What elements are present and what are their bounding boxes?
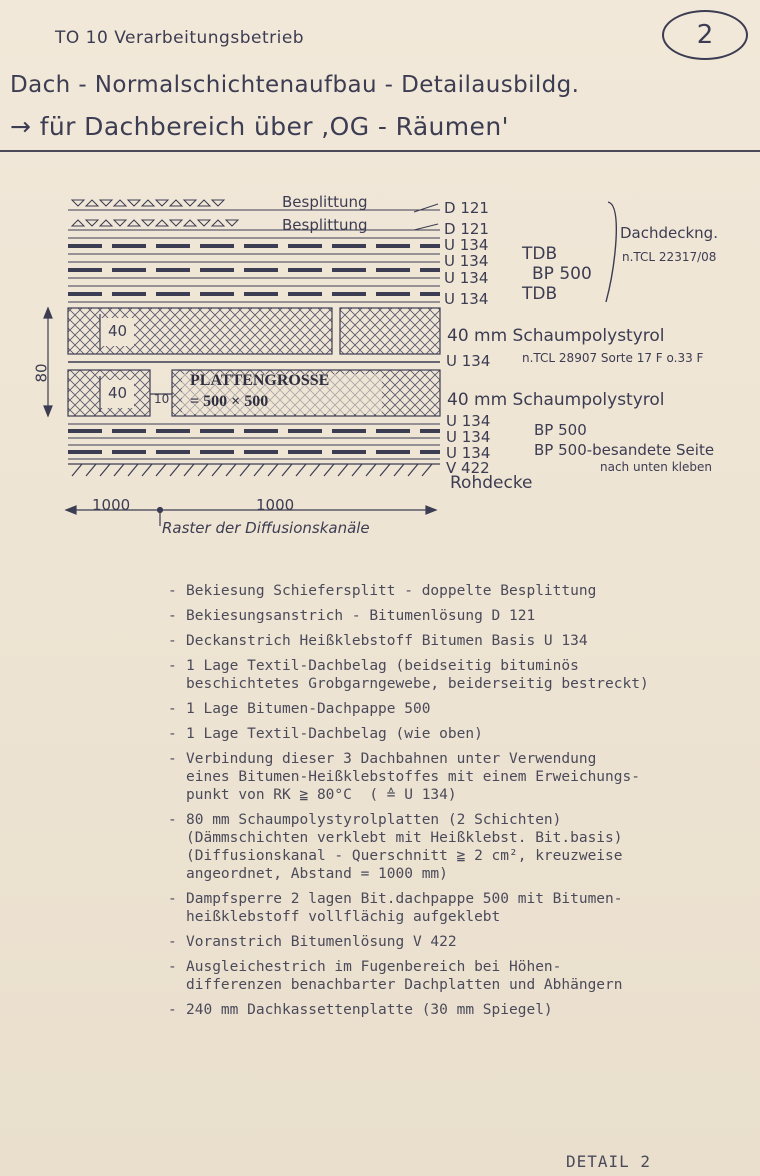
- gravel-label-1: Besplittung: [282, 193, 368, 211]
- code-label-8: U 134: [446, 428, 491, 446]
- insulation-norm-label: n.TCL 28907 Sorte 17 F o.33 F: [522, 351, 704, 365]
- list-item: - 80 mm Schaumpolystyrolplatten (2 Schichten) (Dämmschichten verklebt mit Heißklebst. Bit.basis) (Diffusionskanal - Querschnitt ≧ 2 cm², kreuzweise angeordnet, Abstand = 1000 mm): [168, 811, 748, 883]
- roofing-label: Dachdeckng.: [620, 224, 718, 242]
- list-item: - Dampfsperre 2 lagen Bit.dachpappe 500 mit Bitumen- heißklebstoff vollflächig aufgeklebt: [168, 890, 748, 926]
- page-number: 2: [696, 20, 714, 50]
- document-reference: TO 10 Verarbeitungsbetrieb: [55, 28, 305, 48]
- list-item: - Voranstrich Bitumenlösung V 422: [168, 933, 748, 951]
- thickness-label: 80: [32, 363, 51, 383]
- vapor-barrier-layers: [68, 424, 440, 459]
- material-label-bp500: BP 500: [532, 264, 592, 284]
- gap-label: 10: [154, 392, 170, 406]
- list-item: - Deckanstrich Heißklebstoff Bitumen Basis U 134: [168, 632, 748, 650]
- material-label-tdb-1: TDB: [522, 244, 558, 264]
- roofing-norm: n.TCL 22317/08: [622, 250, 717, 264]
- list-item: - 240 mm Dachkassettenplatte (30 mm Spiegel): [168, 1001, 748, 1019]
- list-item: - Ausgleichestrich im Fugenbereich bei Höhen- differenzen benachbarter Dachplatten und Abhängern: [168, 958, 748, 994]
- code-label-7: U 134: [446, 412, 491, 430]
- list-item: - 1 Lage Textil-Dachbelag (wie oben): [168, 725, 748, 743]
- adhesive-code-label: U 134: [446, 352, 491, 370]
- upper-thickness-label: 40: [108, 322, 128, 340]
- lower-thickness-label: 40: [108, 384, 128, 402]
- footer-detail-label: DETAIL 2: [566, 1152, 652, 1171]
- list-item: - 1 Lage Textil-Dachbelag (beidseitig bituminös beschichtetes Grobgarngewebe, beiderseitig bestreckt): [168, 657, 748, 693]
- code-label-5: U 134: [444, 269, 489, 287]
- concrete-slab: [68, 464, 440, 476]
- code-label-10: V 422: [446, 459, 490, 477]
- spacing-right-label: 1000: [256, 496, 295, 514]
- list-item: - Verbindung dieser 3 Dachbahnen unter Verwendung eines Bitumen-Heißklebstoffes mit einem Erweichungs- punkt von RK ≧ 80°C ( ≙ U 134): [168, 750, 748, 804]
- list-item: - Bekiesung Schiefersplitt - doppelte Besplittung: [168, 582, 748, 600]
- code-label-9: U 134: [446, 444, 491, 462]
- page-number-badge: [662, 10, 748, 60]
- material-note: nach unten kleben: [600, 460, 712, 474]
- list-item: - 1 Lage Bitumen-Dachpappe 500: [168, 700, 748, 718]
- material-label-tdb-2: TDB: [522, 284, 558, 304]
- gravel-label-2: Besplittung: [282, 216, 368, 234]
- list-item: - Bekiesungsanstrich - Bitumenlösung D 121: [168, 607, 748, 625]
- membrane-layers-upper: [68, 238, 440, 302]
- spacing-left-label: 1000: [92, 496, 131, 514]
- specification-list: [168, 582, 748, 1026]
- insulation-upper-label: 40 mm Schaumpolystyrol: [447, 326, 665, 346]
- header-divider: [0, 150, 760, 152]
- roofing-brace: [606, 202, 616, 302]
- code-label-3: U 134: [444, 236, 489, 254]
- page-title: Dach - Normalschichtenaufbau - Detailausbildg.: [10, 72, 580, 98]
- code-label-1: D 121: [444, 199, 489, 217]
- material-label-bp500-sanded: BP 500-besandete Seite: [534, 441, 715, 459]
- material-label-bp500-2: BP 500: [534, 421, 587, 439]
- insulation-lower-label: 40 mm Schaumpolystyrol: [447, 390, 665, 410]
- code-label-4: U 134: [444, 252, 489, 270]
- gravel-layer-top: [68, 200, 440, 230]
- slab-label: Rohdecke: [450, 473, 533, 493]
- code-label-6: U 134: [444, 290, 489, 308]
- plate-size-title: PLATTENGROSSE: [190, 372, 330, 389]
- plate-size-value: = 500 × 500: [190, 393, 269, 410]
- page-subtitle: → für Dachbereich über ,OG - Räumen': [10, 112, 509, 141]
- raster-caption: Raster der Diffusionskanäle: [162, 519, 370, 537]
- code-label-2: D 121: [444, 220, 489, 238]
